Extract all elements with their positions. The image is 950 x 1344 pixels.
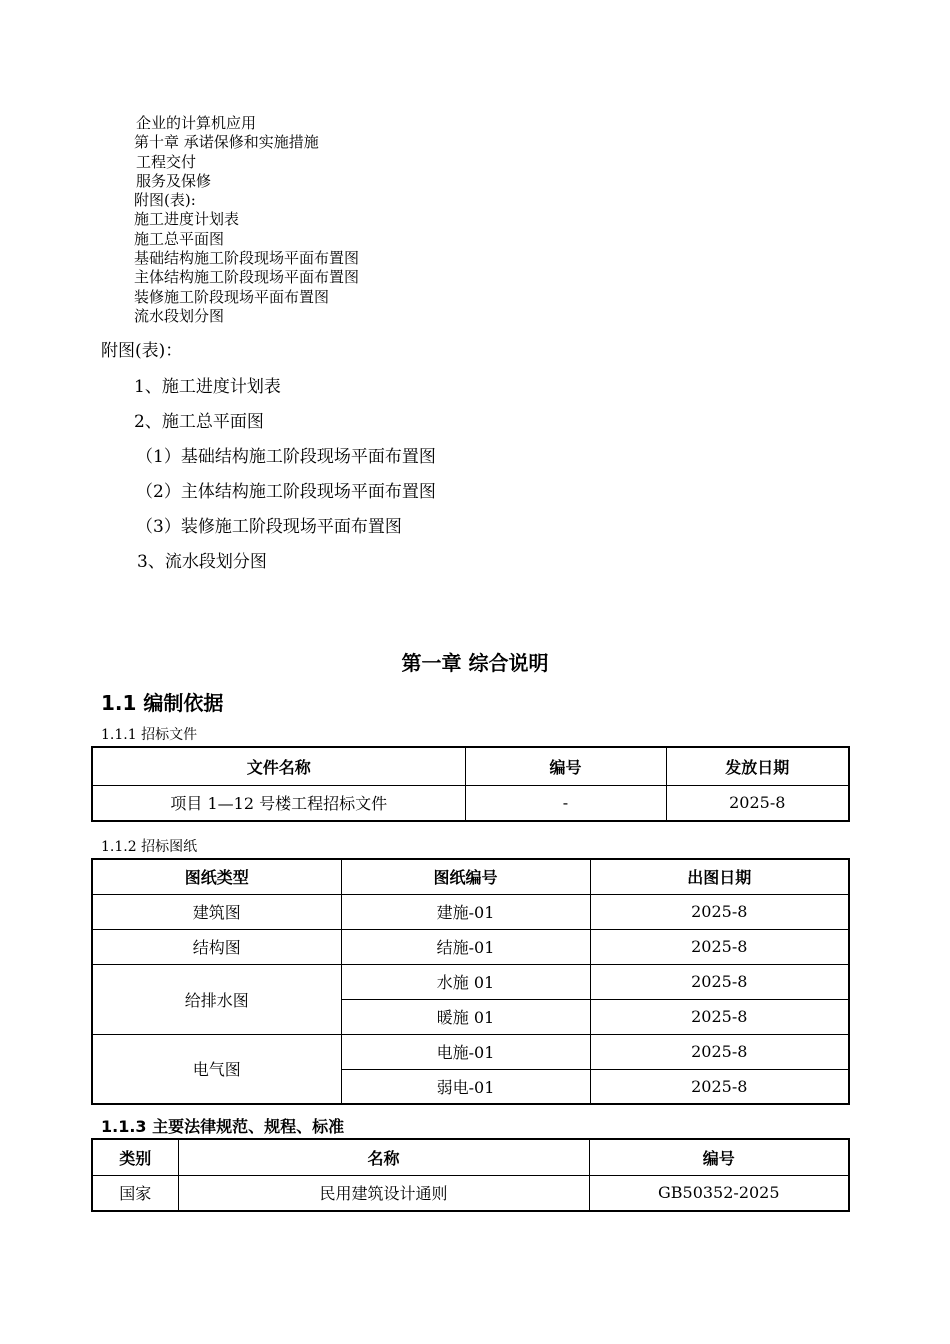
subsection-heading: 1.1.1 招标文件 — [101, 727, 198, 743]
tender-document-table — [91, 746, 850, 822]
table-cell: 弱电-01 — [341, 1069, 590, 1104]
figure-item: 3、流水段划分图 — [137, 552, 267, 572]
table-header: 图纸编号 — [341, 859, 590, 894]
table-header: 编号 — [589, 1139, 849, 1175]
section-heading: 1.1 编制依据 — [101, 691, 224, 715]
figure-item: （1）基础结构施工阶段现场平面布置图 — [136, 447, 436, 467]
table-cell: GB50352-2025 — [589, 1175, 849, 1211]
chapter-title: 第一章 综合说明 — [401, 651, 549, 675]
table-cell: 民用建筑设计通则 — [178, 1175, 589, 1211]
toc-line: 施工进度计划表 — [134, 210, 240, 229]
table-cell: 建施-01 — [341, 894, 590, 929]
table-cell: 给排水图 — [92, 964, 341, 1034]
table-cell: 2025-8 — [590, 999, 849, 1034]
toc-line: 主体结构施工阶段现场平面布置图 — [134, 268, 360, 287]
toc-line: 装修施工阶段现场平面布置图 — [134, 287, 330, 306]
table-header: 名称 — [178, 1139, 589, 1175]
figure-item: 2、施工总平面图 — [134, 412, 264, 432]
table-header: 发放日期 — [666, 747, 849, 785]
toc-line: 企业的计算机应用 — [136, 114, 257, 132]
table-cell: 2025-8 — [666, 785, 849, 821]
toc-line: 工程交付 — [136, 152, 197, 171]
table-header: 出图日期 — [590, 859, 849, 894]
table-cell: 2025-8 — [590, 929, 849, 964]
figures-heading: 附图(表)： — [101, 341, 183, 361]
figure-item: （3）装修施工阶段现场平面布置图 — [136, 517, 402, 537]
table-cell: 2025-8 — [590, 1069, 849, 1104]
table-header: 文件名称 — [92, 747, 465, 785]
toc-line: 施工总平面图 — [134, 229, 225, 248]
table-cell: - — [465, 785, 666, 821]
figure-item: 1、施工进度计划表 — [134, 377, 281, 397]
toc-list — [134, 114, 359, 326]
toc-line: 第十章 承诺保修和实施措施 — [134, 133, 319, 152]
table-cell: 电施-01 — [341, 1034, 590, 1069]
toc-line: 基础结构施工阶段现场平面布置图 — [134, 249, 360, 268]
table-cell: 电气图 — [92, 1034, 341, 1104]
table-header: 编号 — [465, 747, 666, 785]
subsection-heading: 1.1.3 主要法律规范、规程、标准 — [101, 1117, 345, 1136]
toc-line: 服务及保修 — [136, 171, 212, 190]
table-header: 图纸类型 — [92, 859, 341, 894]
toc-line: 附图(表): — [134, 191, 196, 210]
table-cell: 暖施 01 — [341, 999, 590, 1034]
table-cell: 国家 — [92, 1175, 178, 1211]
tender-drawings-table — [91, 858, 850, 1105]
table-cell: 项目 1—12 号楼工程招标文件 — [92, 785, 465, 821]
table-cell: 建筑图 — [92, 894, 341, 929]
table-cell: 2025-8 — [590, 894, 849, 929]
table-cell: 结构图 — [92, 929, 341, 964]
table-cell: 结施-01 — [341, 929, 590, 964]
table-header: 类别 — [92, 1139, 178, 1175]
table-cell: 水施 01 — [341, 964, 590, 999]
table-cell: 2025-8 — [590, 964, 849, 999]
toc-line: 流水段划分图 — [134, 306, 225, 325]
subsection-heading: 1.1.2 招标图纸 — [101, 839, 198, 855]
regulations-table — [91, 1138, 850, 1212]
figure-item: （2）主体结构施工阶段现场平面布置图 — [136, 482, 436, 502]
table-cell: 2025-8 — [590, 1034, 849, 1069]
